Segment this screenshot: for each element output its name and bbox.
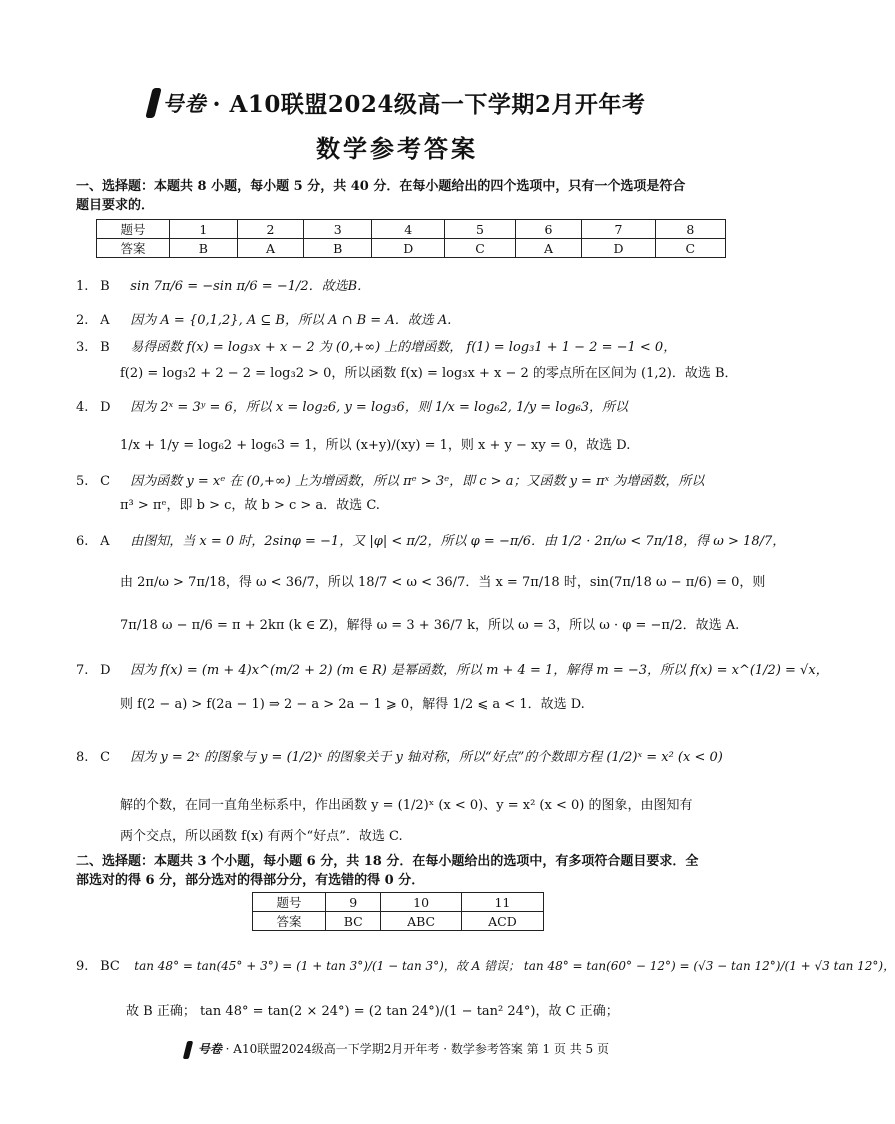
table-row — [97, 220, 726, 239]
item-number: 5. — [76, 474, 89, 489]
item-answer: A — [100, 534, 110, 549]
table-cell: ABC — [381, 912, 461, 931]
item-number: 8. — [76, 750, 89, 765]
item-number: 1. — [76, 279, 89, 294]
solution-item-6-line2: 由 2π/ω > 7π/18，得 ω < 36/7，所以 18/7 < ω < 36/7．当 x = 7π/18 时，sin(7π/18 ω − π/6) = 0，则 — [120, 575, 766, 590]
row-label: 题号 — [97, 220, 170, 239]
item-text: 因为函数 y = xᵉ 在 (0,+∞) 上为增函数，所以 πᵉ > 3ᵉ，即 c > a；又函数 y = πˣ 为增函数，所以 — [130, 474, 705, 489]
solution-item-5-line2: π³ > πᵉ，即 b > c，故 b > c > a．故选 C. — [120, 498, 380, 513]
item-answer: D — [100, 400, 111, 415]
item-answer: D — [100, 663, 111, 678]
pen-stroke-icon — [145, 88, 161, 118]
item-answer: B — [100, 279, 110, 294]
table-row — [97, 239, 726, 258]
solution-item-1 — [76, 278, 736, 296]
table-cell: 6 — [515, 220, 582, 239]
table-cell: B — [170, 239, 238, 258]
table-cell: 2 — [237, 220, 304, 239]
page-footer — [0, 1040, 794, 1059]
solution-item-4 — [76, 399, 736, 417]
table-row — [253, 893, 544, 912]
item-answer: BC — [100, 959, 120, 974]
section2-heading-line1: 二、选择题：本题共 3 个小题，每小题 6 分，共 18 分．在每小题给出的选项中，有多项符合题目要求．全 — [76, 854, 699, 869]
item-text: 因为 f(x) = (m + 4)x^(m/2 + 2) (m ∈ R) 是幂函数，所以 m + 4 = 1，解得 m = −3，所以 f(x) = x^(1/2) = √x， — [130, 663, 829, 678]
table-cell: B — [304, 239, 372, 258]
item-answer: C — [100, 750, 111, 765]
item-number: 3. — [76, 340, 89, 355]
section1-heading — [76, 177, 726, 215]
solution-item-3-line2: f(2) = log₃2 + 2 − 2 = log₃2 > 0，所以函数 f(x) = log₃x + x − 2 的零点所在区间为 (1,2)．故选 B． — [120, 366, 738, 381]
solution-item-8-line2: 解的个数，在同一直角坐标系中，作出函数 y = (1/2)ˣ (x < 0)、y = x² (x < 0) 的图象，由图知有 — [120, 798, 693, 813]
table-cell: A — [237, 239, 304, 258]
solution-item-8-line3: 两个交点，所以函数 f(x) 有两个“好点”．故选 C. — [120, 829, 403, 844]
item-text: 易得函数 f(x) = log₃x + x − 2 为 (0,+∞) 上的增函数， f(1) = log₃1 + 1 − 2 = −1 < 0， — [130, 340, 677, 355]
table-cell: ACD — [461, 912, 543, 931]
item-number: 6. — [76, 534, 89, 549]
pen-stroke-icon — [183, 1041, 193, 1059]
table-cell: 7 — [582, 220, 655, 239]
section1-answer-table — [96, 219, 726, 258]
item-text: 由图知，当 x = 0 时，2sinφ = −1，又 |φ| < π/2，所以 φ = −π/6．由 1/2 · 2π/ω < 7π/18，得 ω > 18/7， — [130, 534, 786, 549]
row-label: 答案 — [253, 912, 326, 931]
item-answer: C — [100, 474, 111, 489]
row-label: 题号 — [253, 893, 326, 912]
table-row — [253, 912, 544, 931]
table-cell: C — [445, 239, 515, 258]
table-cell: 10 — [381, 893, 461, 912]
item-number: 9. — [76, 959, 89, 974]
table-cell: D — [372, 239, 445, 258]
solution-item-9-line2: 故 B 正确； tan 48° = tan(2 × 24°) = (2 tan 24°)/(1 − tan² 24°)，故 C 正确； — [126, 1004, 619, 1019]
exam-subtitle: 数学参考答案 — [316, 134, 478, 163]
solution-item-7-line2: 则 f(2 − a) > f(2a − 1) ⇒ 2 − a > 2a − 1 ⩾ 0，解得 1/2 ⩽ a < 1．故选 D. — [120, 697, 585, 712]
logo-text: 号卷 — [162, 90, 207, 116]
footer-text: · A10联盟2024级高一下学期2月开年考 · 数学参考答案 第 1 页 共 5 页 — [225, 1042, 609, 1056]
solution-item-6-line3: 7π/18 ω − π/6 = π + 2kπ (k ∈ Z)，解得 ω = 3 + 36/7 k，所以 ω = 3，所以 ω · φ = −π/2．故选 A. — [120, 618, 740, 633]
section2-answer-table — [252, 892, 544, 931]
solution-item-7 — [76, 662, 829, 680]
table-cell: 1 — [170, 220, 238, 239]
solution-item-9 — [76, 957, 895, 976]
table-cell: BC — [326, 912, 381, 931]
table-cell: 9 — [326, 893, 381, 912]
section2-heading-line2: 部选对的得 6 分，部分选对的得部分分，有选错的得 0 分． — [76, 873, 425, 888]
row-label: 答案 — [97, 239, 170, 258]
section1-heading-line1: 一、选择题：本题共 8 小题，每小题 5 分，共 40 分．在每小题给出的四个选项中，只有一个选项是符合 — [76, 179, 686, 194]
item-number: 7. — [76, 663, 89, 678]
solution-item-5 — [76, 473, 736, 491]
item-text: 因为 y = 2ˣ 的图象与 y = (1/2)ˣ 的图象关于 y 轴对称，所以“好点”的个数即方程 (1/2)ˣ = x² (x < 0) — [130, 750, 723, 765]
table-cell: 5 — [445, 220, 515, 239]
solution-item-2 — [76, 312, 736, 330]
section2-heading — [76, 852, 726, 890]
table-cell: A — [515, 239, 582, 258]
table-cell: 4 — [372, 220, 445, 239]
solution-item-6 — [76, 533, 786, 551]
item-answer: A — [100, 313, 110, 328]
table-cell: D — [582, 239, 655, 258]
item-text: tan 48° = tan(45° + 3°) = (1 + tan 3°)/(1 − tan 3°)，故 A 错误； tan 48° = tan(60° − 12°) = (√3 − tan 12°)/(1 + √3 tan 12°)， — [134, 959, 895, 973]
item-number: 2. — [76, 313, 89, 328]
item-text: 因为 2ˣ = 3ʸ = 6，所以 x = log₂6, y = log₃6，则 1/x = log₆2, 1/y = log₆3，所以 — [130, 400, 629, 415]
item-number: 4. — [76, 400, 89, 415]
table-cell: 11 — [461, 893, 543, 912]
table-cell: 8 — [655, 220, 725, 239]
item-answer: B — [100, 340, 110, 355]
exam-title: · A10联盟2024级高一下学期2月开年考 — [212, 91, 646, 118]
brand-logo — [149, 88, 207, 118]
item-text: sin 7π/6 = −sin π/6 = −1/2．故选B． — [130, 279, 371, 294]
solution-item-8 — [76, 749, 736, 767]
footer-logo-text: 号卷 — [197, 1042, 222, 1056]
page-header — [0, 86, 794, 164]
table-cell: 3 — [304, 220, 372, 239]
section1-heading-line2: 题目要求的． — [76, 198, 155, 213]
item-text: 因为 A = {0,1,2}, A ⊆ B，所以 A ∩ B = A．故选 A. — [130, 313, 452, 328]
solution-item-3 — [76, 339, 736, 357]
solution-item-4-line2: 1/x + 1/y = log₆2 + log₆3 = 1，所以 (x+y)/(xy) = 1，则 x + y − xy = 0，故选 D. — [120, 438, 631, 453]
table-cell: C — [655, 239, 725, 258]
